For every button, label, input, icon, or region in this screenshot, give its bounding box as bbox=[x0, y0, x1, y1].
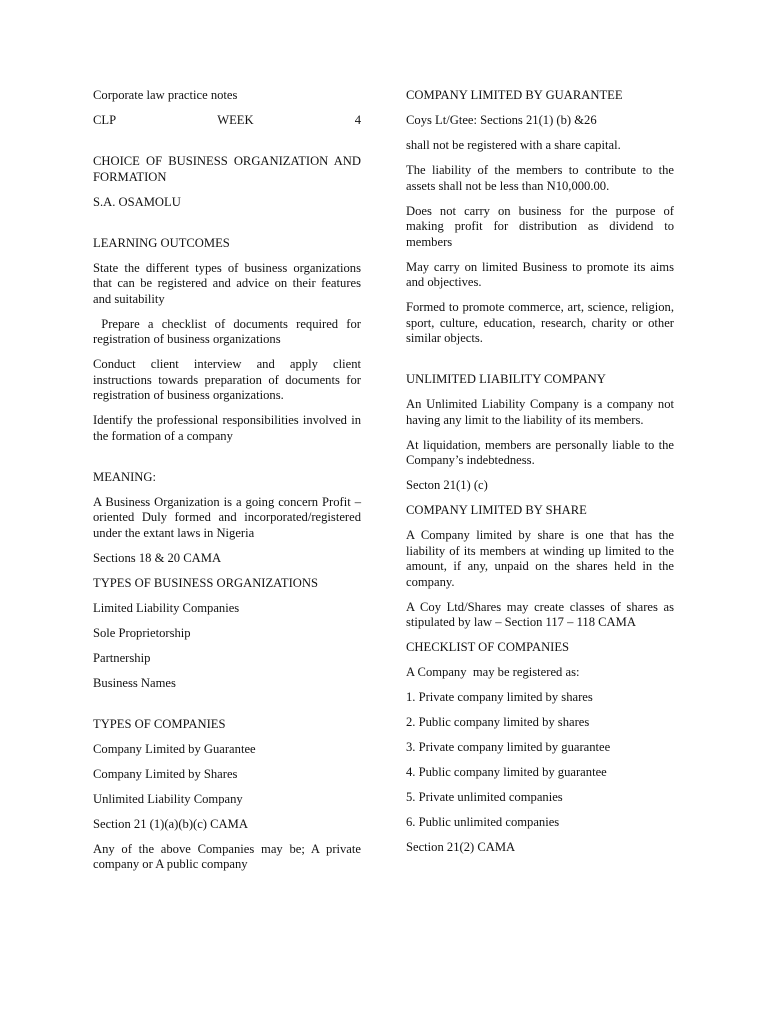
main-heading: CHOICE OF BUSINESS ORGANIZATION AND FORMATION bbox=[93, 154, 361, 184]
guarantee-item: shall not be registered with a share capital. bbox=[406, 138, 621, 152]
list-item: Business Names bbox=[93, 675, 176, 690]
checklist-intro: A Company may be registered as: bbox=[406, 665, 580, 679]
unlimited-heading: UNLIMITED LIABILITY COMPANY bbox=[406, 372, 606, 386]
guarantee-item: Formed to promote commerce, art, science, religion, sport, culture, education, research, charity or other similar objects. bbox=[406, 300, 674, 345]
learning-outcome: State the different types of business organizations that can be registered and advice on their features and suitability bbox=[93, 260, 361, 306]
clp-week-line bbox=[93, 113, 361, 129]
list-item: Company Limited by Guarantee bbox=[93, 741, 256, 756]
meaning-text: A Business Organization is a going concern Profit – oriented Duly formed and incorporated/registered under the extant laws in Nigeria bbox=[93, 494, 361, 540]
companies-note: Any of the above Companies may be; A private company or A public company bbox=[93, 841, 361, 871]
unlimited-item: Secton 21(1) (c) bbox=[406, 478, 488, 492]
checklist-section: Section 21(2) CAMA bbox=[406, 840, 516, 854]
week-number: 4 bbox=[354, 113, 361, 127]
checklist-item: 3. Private company limited by guarantee bbox=[406, 740, 611, 754]
checklist-item: 5. Private unlimited companies bbox=[406, 790, 563, 804]
left-column bbox=[93, 88, 365, 882]
meaning-section: Sections 18 & 20 CAMA bbox=[93, 550, 222, 565]
right-column bbox=[406, 88, 674, 865]
checklist-item: 6. Public unlimited companies bbox=[406, 815, 560, 829]
guarantee-item: The liability of the members to contribute to the assets shall not be less than N10,000.00. bbox=[406, 163, 674, 193]
checklist-heading: CHECKLIST OF COMPANIES bbox=[406, 640, 570, 654]
types-heading: TYPES OF BUSINESS ORGANIZATIONS bbox=[93, 575, 318, 590]
unlimited-item: An Unlimited Liability Company is a company not having any limit to the liability of its members. bbox=[406, 397, 674, 427]
guarantee-heading: COMPANY LIMITED BY GUARANTEE bbox=[406, 88, 623, 102]
document-title: Corporate law practice notes bbox=[93, 88, 238, 102]
share-item: A Company limited by share is one that has the liability of its members at winding up limited to the amount, if any, unpaid on the shares held in the company. bbox=[406, 528, 674, 589]
meaning-heading: MEANING: bbox=[93, 469, 156, 484]
learning-outcomes-heading: LEARNING OUTCOMES bbox=[93, 235, 230, 250]
checklist-item: 2. Public company limited by shares bbox=[406, 715, 590, 729]
unlimited-item: At liquidation, members are personally liable to the Company’s indebtedness. bbox=[406, 437, 674, 467]
learning-outcome: Prepare a checklist of documents required for registration of business organizations bbox=[93, 316, 365, 346]
guarantee-item: Does not carry on business for the purpose of making profit for distribution as dividend to members bbox=[406, 203, 674, 249]
clp-label: CLP bbox=[93, 113, 117, 127]
guarantee-item: May carry on limited Business to promote its aims and objectives. bbox=[406, 259, 674, 289]
list-item: Limited Liability Companies bbox=[93, 600, 240, 615]
checklist-item: 4. Public company limited by guarantee bbox=[406, 765, 607, 779]
week-label: WEEK bbox=[217, 113, 254, 127]
list-item: Partnership bbox=[93, 650, 151, 665]
learning-outcome: Conduct client interview and apply client instructions towards preparation of documents for registration of business organizations. bbox=[93, 357, 361, 402]
share-heading: COMPANY LIMITED BY SHARE bbox=[406, 503, 587, 517]
learning-outcome: Identify the professional responsibilities involved in the formation of a company bbox=[93, 413, 361, 443]
checklist-item: 1. Private company limited by shares bbox=[406, 690, 593, 704]
list-item: Unlimited Liability Company bbox=[93, 791, 243, 806]
list-item: Section 21 (1)(a)(b)(c) CAMA bbox=[93, 816, 248, 831]
list-item: Company Limited by Shares bbox=[93, 766, 238, 781]
companies-heading: TYPES OF COMPANIES bbox=[93, 716, 226, 731]
author: S.A. OSAMOLU bbox=[93, 194, 181, 209]
list-item: Sole Proprietorship bbox=[93, 625, 191, 640]
guarantee-item: Coys Lt/Gtee: Sections 21(1) (b) &26 bbox=[406, 113, 597, 127]
share-item: A Coy Ltd/Shares may create classes of shares as stipulated by law – Section 117 – 118 CAMA bbox=[406, 599, 674, 629]
